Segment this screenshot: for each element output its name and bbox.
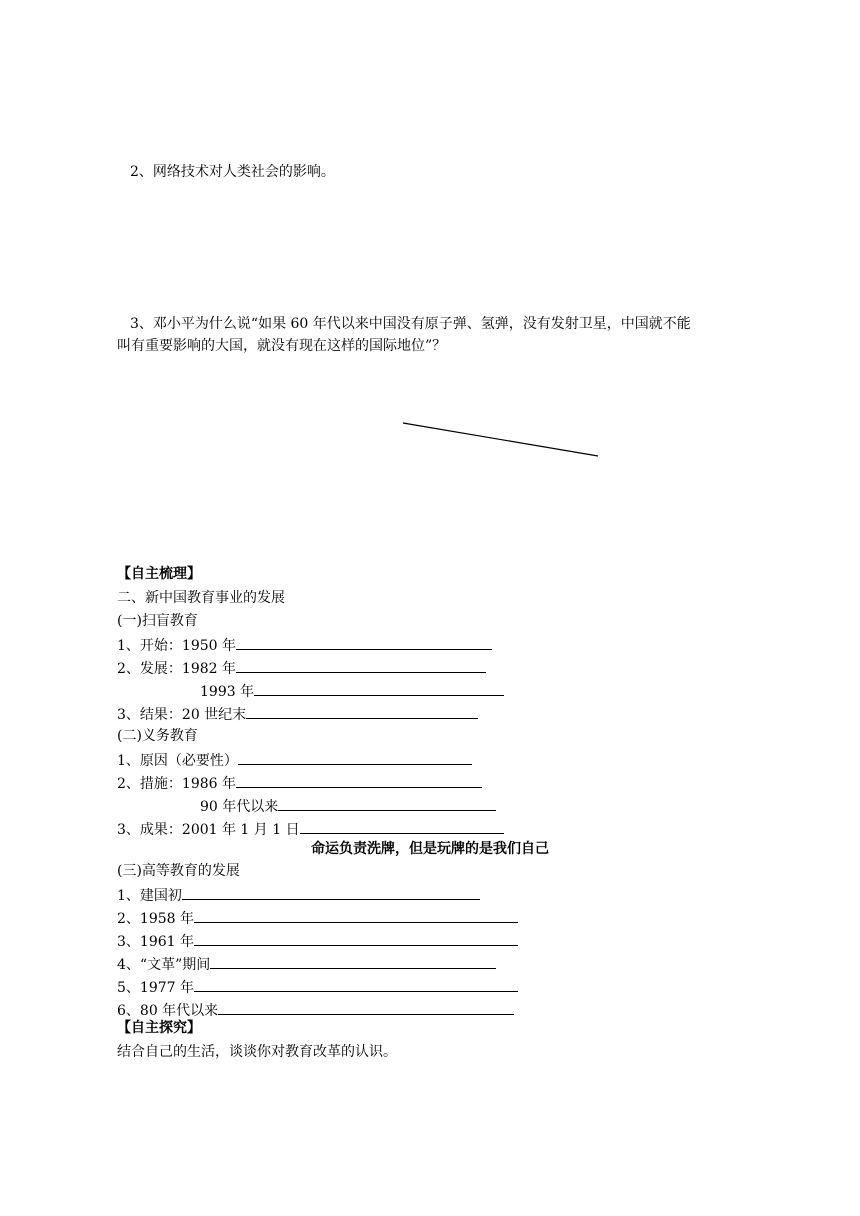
- question-2: 2、网络技术对人类社会的影响。: [130, 164, 335, 180]
- part1-item-4: [117, 704, 478, 724]
- item-label: 1、原因（必要性）: [117, 753, 238, 769]
- part3-item-4: [117, 954, 496, 974]
- part1-item-2: [117, 658, 486, 678]
- item-label: 1、开始：1950 年: [117, 638, 236, 654]
- part3-item-1: [117, 885, 480, 905]
- explore-heading: 【自主探究】: [117, 1020, 201, 1036]
- item-label: 6、80 年代以来: [117, 1003, 219, 1019]
- item-label: 1、建国初: [117, 888, 182, 904]
- item-label: 2、措施：1986 年: [117, 776, 236, 792]
- item-label: 2、发展：1982 年: [117, 661, 236, 677]
- part3-item-2: [117, 908, 518, 928]
- answer-blank[interactable]: [236, 773, 482, 788]
- answer-blank[interactable]: [194, 977, 518, 992]
- part1-item-1: [117, 635, 492, 655]
- answer-blank[interactable]: [236, 658, 486, 673]
- answer-blank[interactable]: [236, 635, 492, 650]
- part1-title: (一)扫盲教育: [117, 613, 198, 629]
- part2-item-4: [117, 819, 504, 839]
- part3-item-6: [117, 1000, 514, 1020]
- part1-item-3: [200, 681, 504, 701]
- answer-blank[interactable]: [278, 796, 496, 811]
- answer-blank[interactable]: [218, 1000, 514, 1015]
- part2-item-1: [117, 750, 472, 770]
- part3-item-5: [117, 977, 518, 997]
- part2-item-2: [117, 773, 482, 793]
- answer-blank[interactable]: [238, 750, 472, 765]
- explore-prompt: 结合自己的生活，谈谈你对教育改革的认识。: [117, 1044, 397, 1060]
- item-label: 3、成果：2001 年 1 月 1 日: [117, 822, 300, 838]
- item-label: 90 年代以来: [200, 799, 279, 815]
- part3-title: (三)高等教育的发展: [117, 863, 240, 879]
- answer-blank[interactable]: [194, 908, 518, 923]
- answer-blank[interactable]: [246, 704, 478, 719]
- question-3-line-1: 3、邓小平为什么说“如果 60 年代以来中国没有原子弹、氢弹，没有发射卫星，中国就不能: [130, 316, 691, 332]
- part3-item-3: [117, 931, 518, 951]
- answer-blank[interactable]: [210, 954, 496, 969]
- answer-blank[interactable]: [194, 931, 518, 946]
- item-label: 5、1977 年: [117, 980, 194, 996]
- answer-blank[interactable]: [254, 681, 504, 696]
- item-label: 1993 年: [200, 684, 255, 700]
- motto: 命运负责洗牌，但是玩牌的是我们自己: [311, 841, 549, 857]
- answer-blank[interactable]: [182, 885, 480, 900]
- item-label: 3、1961 年: [117, 934, 194, 950]
- part2-item-3: [200, 796, 496, 816]
- item-label: 2、1958 年: [117, 911, 194, 927]
- question-3-line-2: 叫有重要影响的大国，就没有现在这样的国际地位”？: [117, 338, 447, 354]
- answer-blank[interactable]: [300, 819, 504, 834]
- item-label: 3、结果：20 世纪末: [117, 707, 247, 723]
- part2-title: (二)义务教育: [117, 728, 198, 744]
- review-heading: 【自主梳理】: [117, 566, 201, 582]
- item-label: 4、“文革”期间: [117, 957, 211, 973]
- section-title: 二、新中国教育事业的发展: [117, 590, 285, 606]
